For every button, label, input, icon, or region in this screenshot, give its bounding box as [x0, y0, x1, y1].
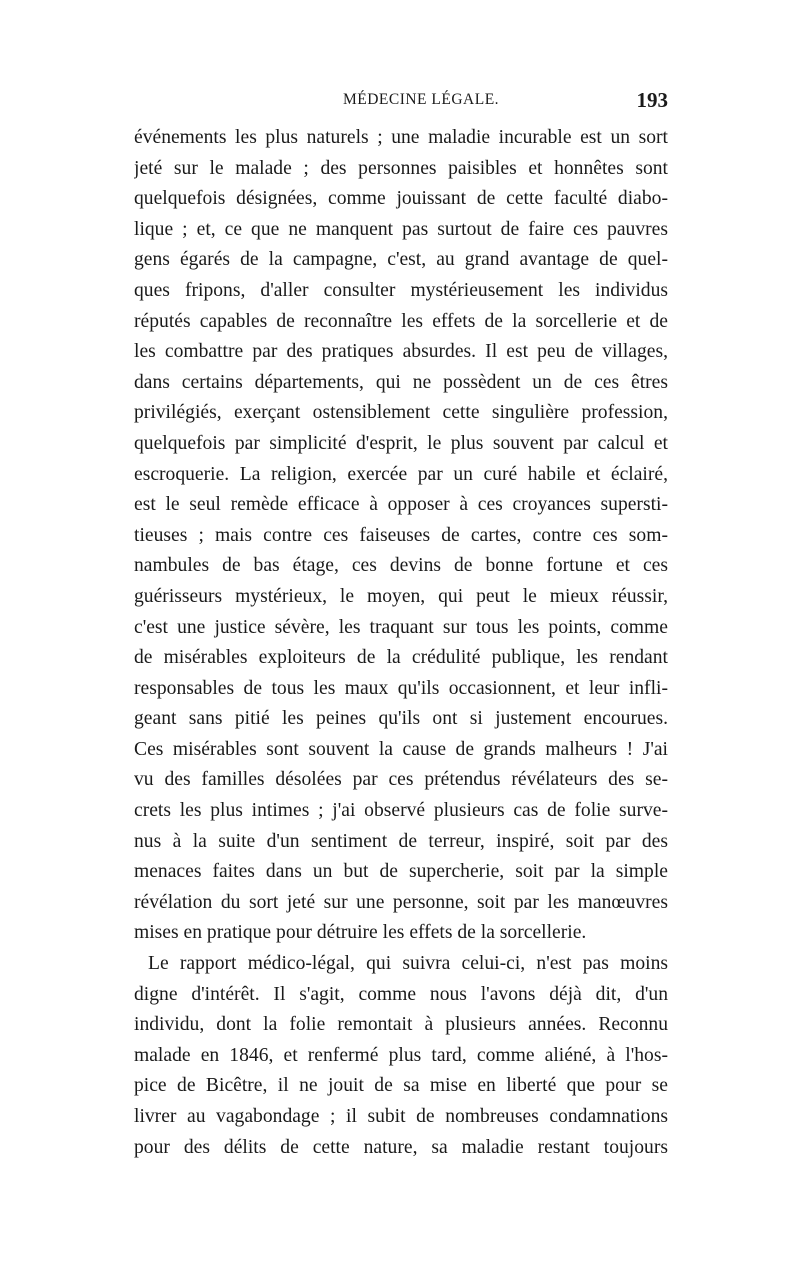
running-title: MÉDECINE LÉGALE. [342, 91, 500, 108]
text-line: guérisseurs mystérieux, le moyen, qui peut le mieux réussir, [134, 585, 668, 607]
body-text [134, 123, 668, 1163]
text-line: escroquerie. La religion, exercée par un curé habile et éclairé, [134, 463, 668, 485]
text-line: crets les plus intimes ; j'ai observé plusieurs cas de folie surve- [134, 800, 668, 822]
text-line: individu, dont la folie remontait à plusieurs années. Reconnu [134, 1014, 668, 1036]
text-line: dans certains départements, qui ne possèdent un de ces êtres [134, 371, 668, 393]
text-line: quelquefois par simplicité d'esprit, le plus souvent par calcul et [134, 432, 668, 454]
paragraph-end-line: mises en pratique pour détruire les effets de la sorcellerie. [134, 922, 587, 944]
text-line: livrer au vagabondage ; il subit de nombreuses condamnations [134, 1106, 668, 1127]
page-number: 193 [636, 88, 668, 112]
text-line: événements les plus naturels ; une maladie incurable est un sort [134, 127, 668, 148]
paragraph-start-line: Le rapport médico-légal, qui suivra celui-ci, n'est pas moins [148, 953, 668, 975]
text-line: tieuses ; mais contre ces faiseuses de cartes, contre ces som- [134, 524, 668, 546]
running-head [134, 88, 668, 119]
text-line: pour des délits de cette nature, sa maladie restant toujours [134, 1136, 668, 1158]
text-line: quelquefois désignées, comme jouissant de cette faculté diabo- [134, 188, 668, 210]
text-line: malade en 1846, et renfermé plus tard, comme aliéné, à l'hos- [134, 1044, 668, 1066]
text-line: geant sans pitié les peines qu'ils ont si justement encourues. [134, 708, 668, 730]
text-line: lique ; et, ce que ne manquent pas surtout de faire ces pauvres [134, 218, 668, 240]
text-line: gens égarés de la campagne, c'est, au grand avantage de quel- [134, 249, 668, 271]
text-line: réputés capables de reconnaître les effets de la sorcellerie et de [134, 310, 668, 332]
text-line: menaces faites dans un but de supercherie, soit par la simple [134, 861, 668, 883]
text-line: responsables de tous les maux qu'ils occasionnent, et leur infli- [134, 677, 668, 699]
text-line: nus à la suite d'un sentiment de terreur, inspiré, soit par des [134, 830, 668, 852]
text-line: privilégiés, exerçant ostensiblement cette singulière profession, [134, 402, 668, 424]
text-line: révélation du sort jeté sur une personne, soit par les manœuvres [134, 891, 668, 913]
text-line: vu des familles désolées par ces prétendus révélateurs des se- [134, 769, 668, 791]
text-line: les combattre par des pratiques absurdes. Il est peu de villages, [134, 341, 668, 363]
text-line: jeté sur le malade ; des personnes paisibles et honnêtes sont [134, 157, 668, 179]
text-line: c'est une justice sévère, les traquant sur tous les points, comme [134, 616, 668, 638]
text-line: nambules de bas étage, ces devins de bonne fortune et ces [134, 555, 668, 577]
text-line: pice de Bicêtre, il ne jouit de sa mise en liberté que pour se [134, 1075, 668, 1097]
text-line: digne d'intérêt. Il s'agit, comme nous l'avons déjà dit, d'un [134, 983, 668, 1005]
text-line: ques fripons, d'aller consulter mystérieusement les individus [134, 279, 668, 301]
text-line: Ces misérables sont souvent la cause de grands malheurs ! J'ai [134, 738, 668, 760]
text-line: de misérables exploiteurs de la crédulité publique, les rendant [134, 647, 668, 669]
text-line: est le seul remède efficace à opposer à ces croyances supersti- [134, 494, 668, 516]
